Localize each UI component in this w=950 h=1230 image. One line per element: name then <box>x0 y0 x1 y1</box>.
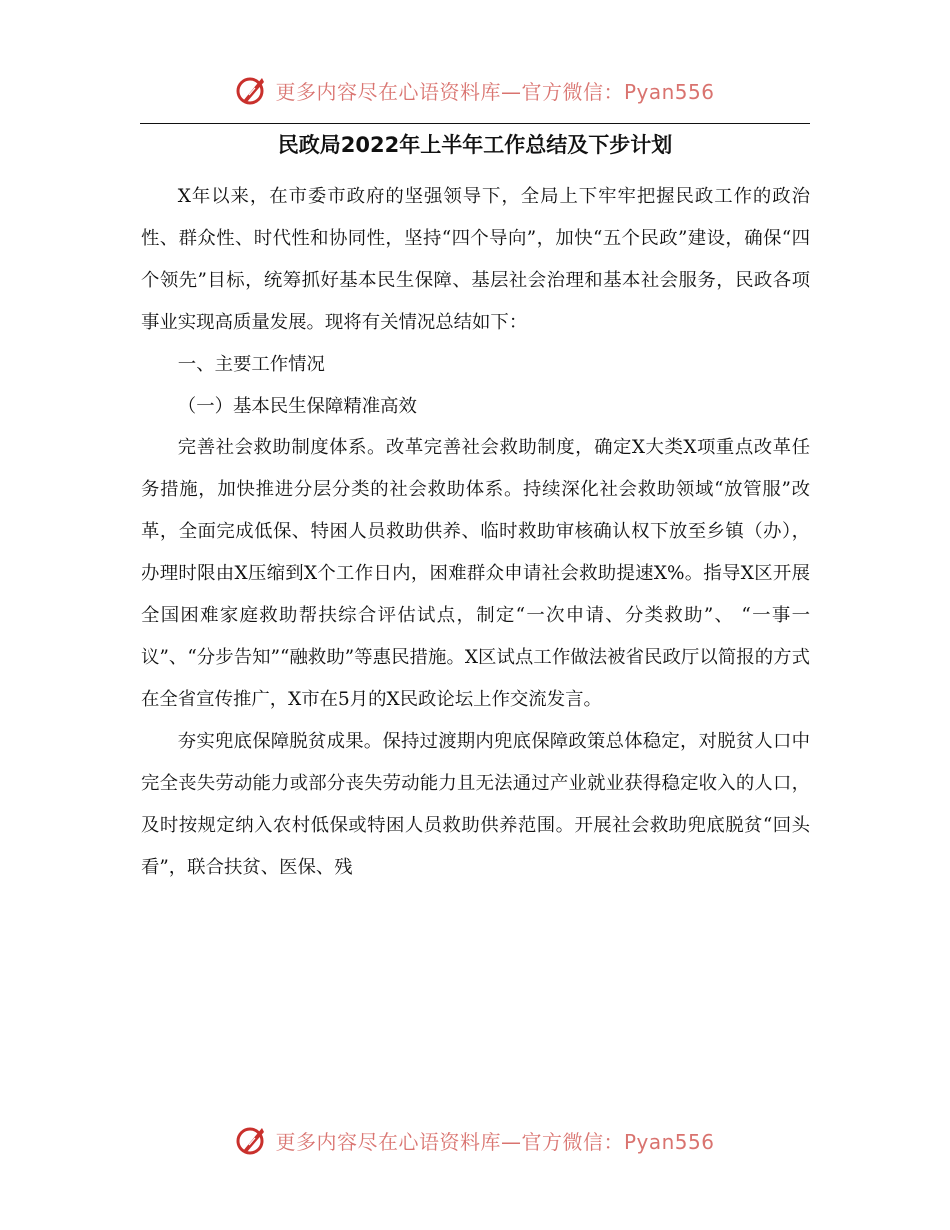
document-title: 民政局2022年上半年工作总结及下步计划 <box>277 133 673 157</box>
watermark-text: 更多内容尽在心语资料库—官方微信：Pyan556 <box>275 79 715 104</box>
header-watermark <box>0 70 950 110</box>
heading-subsection-1: （一）基本民生保障精准高效 <box>177 395 417 417</box>
paragraph-intro: X年以来，在市委市政府的坚强领导下，全局上下牢牢把握民政工作的政治性、群众性、时代性和协同性，坚持“四个导向”，加快“五个民政”建设，确保“四个领先”目标，统筹抓好基本民生保障、基层社会治理和基本社会服务，民政各项事业实现高质量发展。现将有关情况总结如下： <box>141 186 810 333</box>
heading-section-1: 一、主要工作情况 <box>177 353 325 375</box>
watermark-text: 更多内容尽在心语资料库—官方微信：Pyan556 <box>275 1129 715 1154</box>
header-divider <box>140 123 810 124</box>
paragraph-poverty-guarantee: 夯实兜底保障脱贫成果。保持过渡期内兜底保障政策总体稳定，对脱贫人口中完全丧失劳动能力或部分丧失劳动能力且无法通过产业就业获得稳定收入的人口，及时按规定纳入农村低保或特困人员救助供养范围。开展社会救助兜底脱贫“回头看”，联合扶贫、医保、残 <box>141 730 810 878</box>
document-body <box>141 176 810 888</box>
paragraph-social-assistance: 完善社会救助制度体系。改革完善社会救助制度，确定X大类X项重点改革任务措施，加快推进分层分类的社会救助体系。持续深化社会救助领域“放管服”改革，全面完成低保、特困人员救助供养、临时救助审核确认权下放至乡镇（办），办理时限由X压缩到X个工作日内，困难群众申请社会救助提速X%。指导X区开展全国困难家庭救助帮扶综合评估试点，制定“一次申请、分类救助”、 “一事一议”、“分步告知”“融救助”等惠民措施。X区试点工作做法被省民政厅以简报的方式在全省宣传推广，X市在5月的X民政论坛上作交流发言。 <box>141 437 810 710</box>
feather-logo-icon <box>235 1123 269 1157</box>
footer-watermark <box>0 1120 950 1160</box>
feather-logo-icon <box>235 73 269 107</box>
